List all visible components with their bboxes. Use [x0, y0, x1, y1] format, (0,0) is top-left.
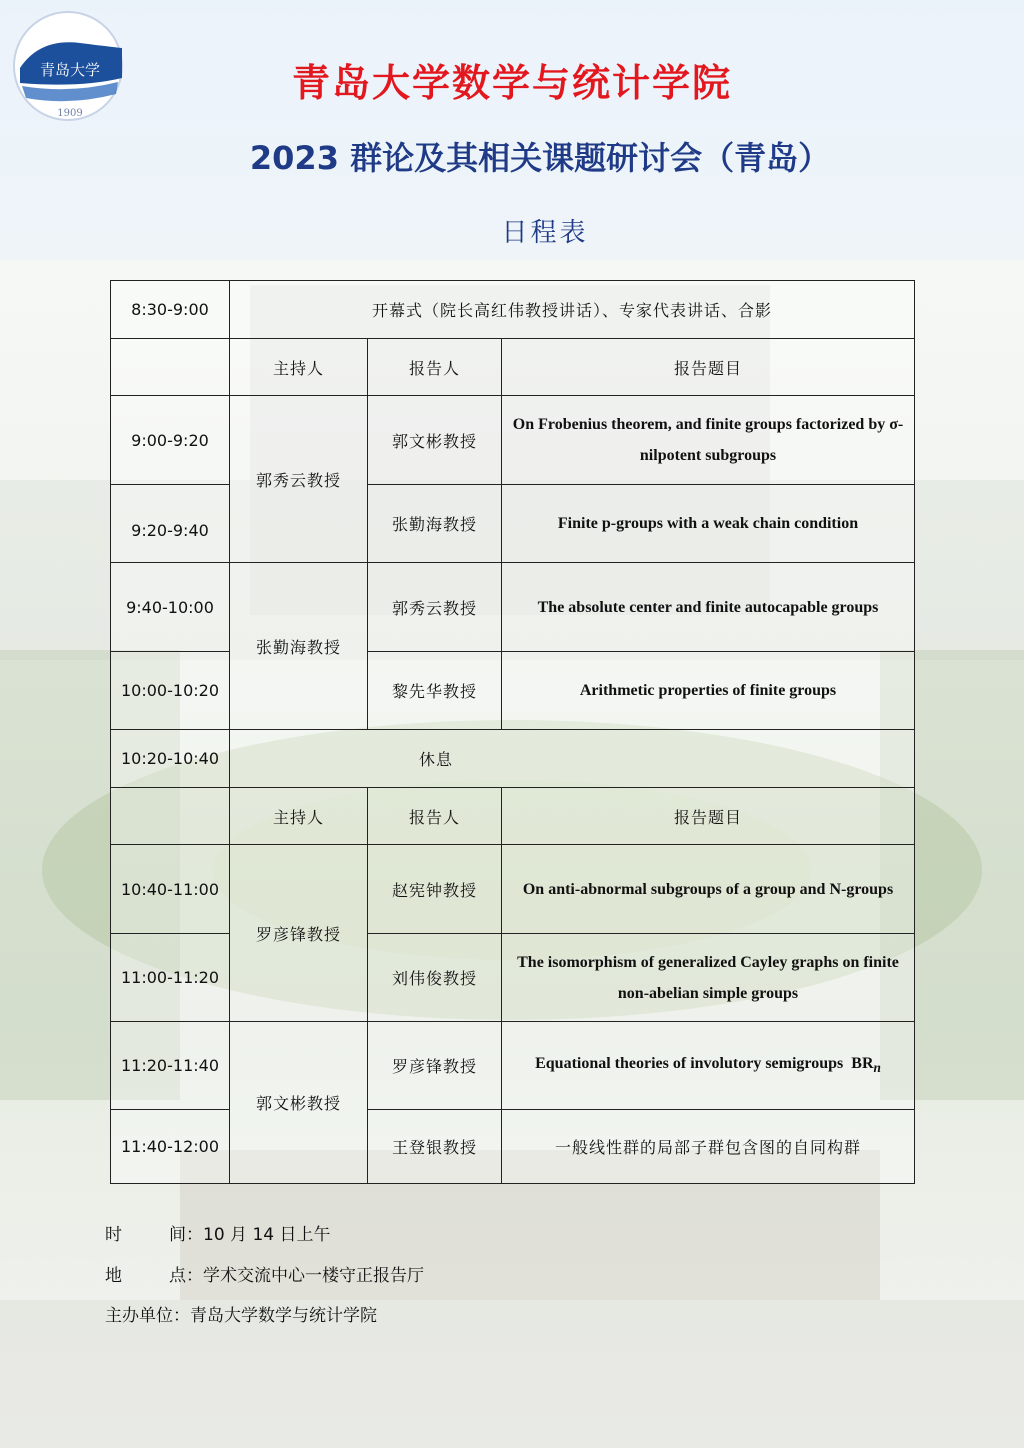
speaker-header: 报告人 [368, 339, 502, 396]
table-row [111, 396, 915, 485]
talk-topic: The absolute center and finite autocapable groups [502, 563, 915, 652]
blank-cell [111, 788, 230, 845]
table-row [111, 730, 915, 788]
talk-time: 10:40-11:00 [111, 845, 230, 934]
talk-speaker: 黎先华教授 [368, 652, 502, 730]
talk-speaker: 罗彦锋教授 [368, 1022, 502, 1110]
topic-header: 报告题目 [502, 339, 915, 396]
host-header: 主持人 [230, 339, 368, 396]
talk-speaker: 张勤海教授 [368, 485, 502, 563]
place-label-2: 点： [169, 1266, 203, 1286]
time-label-2: 间： [169, 1225, 203, 1245]
talk-time: 10:00-10:20 [111, 652, 230, 730]
time-value: 10 月 14 日上午 [203, 1225, 331, 1245]
host-header: 主持人 [230, 788, 368, 845]
talk-speaker: 刘伟俊教授 [368, 934, 502, 1022]
talk-time: 11:20-11:40 [111, 1022, 230, 1110]
talk-time: 9:40-10:00 [111, 563, 230, 652]
talk-time: 9:00-9:20 [111, 396, 230, 485]
organizer-label: 主办单位： [105, 1306, 190, 1326]
conference-title: 2023 群论及其相关课题研讨会（青岛） [249, 139, 831, 177]
talk-topic: Finite p-groups with a weak chain condition [502, 485, 915, 563]
talk-topic [502, 1022, 915, 1110]
talk-topic-symbol: $BR_n$ [851, 1054, 881, 1076]
table-header-row [111, 339, 915, 396]
talk-topic: The isomorphism of generalized Cayley graphs on finite non-abelian simple groups [502, 934, 915, 1022]
talk-topic: 一般线性群的局部子群包含图的自同构群 [502, 1110, 915, 1184]
talk-topic-text: Equational theories of involutory semigroups [535, 1054, 844, 1072]
table-header-row [111, 788, 915, 845]
place-label-1: 地 [105, 1266, 122, 1286]
talk-topic: On anti-abnormal subgroups of a group and N-groups [502, 845, 915, 934]
footer-time-line [105, 1220, 330, 1245]
topic-header: 报告题目 [502, 788, 915, 845]
institution-title: 青岛大学数学与统计学院 [291, 60, 732, 105]
talk-speaker: 赵宪钟教授 [368, 845, 502, 934]
table-row [111, 1022, 915, 1110]
schedule-table [110, 280, 915, 1184]
talk-speaker: 郭文彬教授 [368, 396, 502, 485]
talk-time: 11:00-11:20 [111, 934, 230, 1022]
footer-place-line [105, 1261, 424, 1286]
opening-event: 开幕式（院长高红伟教授讲话）、专家代表讲话、合影 [230, 281, 915, 339]
opening-time: 8:30-9:00 [111, 281, 230, 339]
speaker-header: 报告人 [368, 788, 502, 845]
talk-speaker: 郭秀云教授 [368, 563, 502, 652]
session-host: 郭秀云教授 [230, 396, 368, 563]
break-event: 休息 [230, 730, 915, 788]
schedule-title: 日程表 [501, 218, 589, 248]
session-host: 张勤海教授 [230, 563, 368, 730]
place-value: 学术交流中心一楼守正报告厅 [203, 1266, 424, 1286]
talk-time: 11:40-12:00 [111, 1110, 230, 1184]
talk-time: 9:20-9:40 [111, 485, 230, 563]
talk-speaker: 王登银教授 [368, 1110, 502, 1184]
session-host: 罗彦锋教授 [230, 845, 368, 1022]
session-host: 郭文彬教授 [230, 1022, 368, 1184]
organizer-value: 青岛大学数学与统计学院 [190, 1306, 377, 1326]
table-row [111, 845, 915, 934]
table-row [111, 563, 915, 652]
time-label-1: 时 [105, 1225, 122, 1245]
blank-cell [111, 339, 230, 396]
table-row [111, 281, 915, 339]
footer-organizer-line [105, 1301, 377, 1326]
break-time: 10:20-10:40 [111, 730, 230, 788]
logo-year-text: 1909 [57, 108, 83, 119]
talk-topic: On Frobenius theorem, and finite groups factorized by σ-nilpotent subgroups [502, 396, 915, 485]
logo-name-text: 青岛大学 [39, 61, 101, 79]
talk-topic: Arithmetic properties of finite groups [502, 652, 915, 730]
